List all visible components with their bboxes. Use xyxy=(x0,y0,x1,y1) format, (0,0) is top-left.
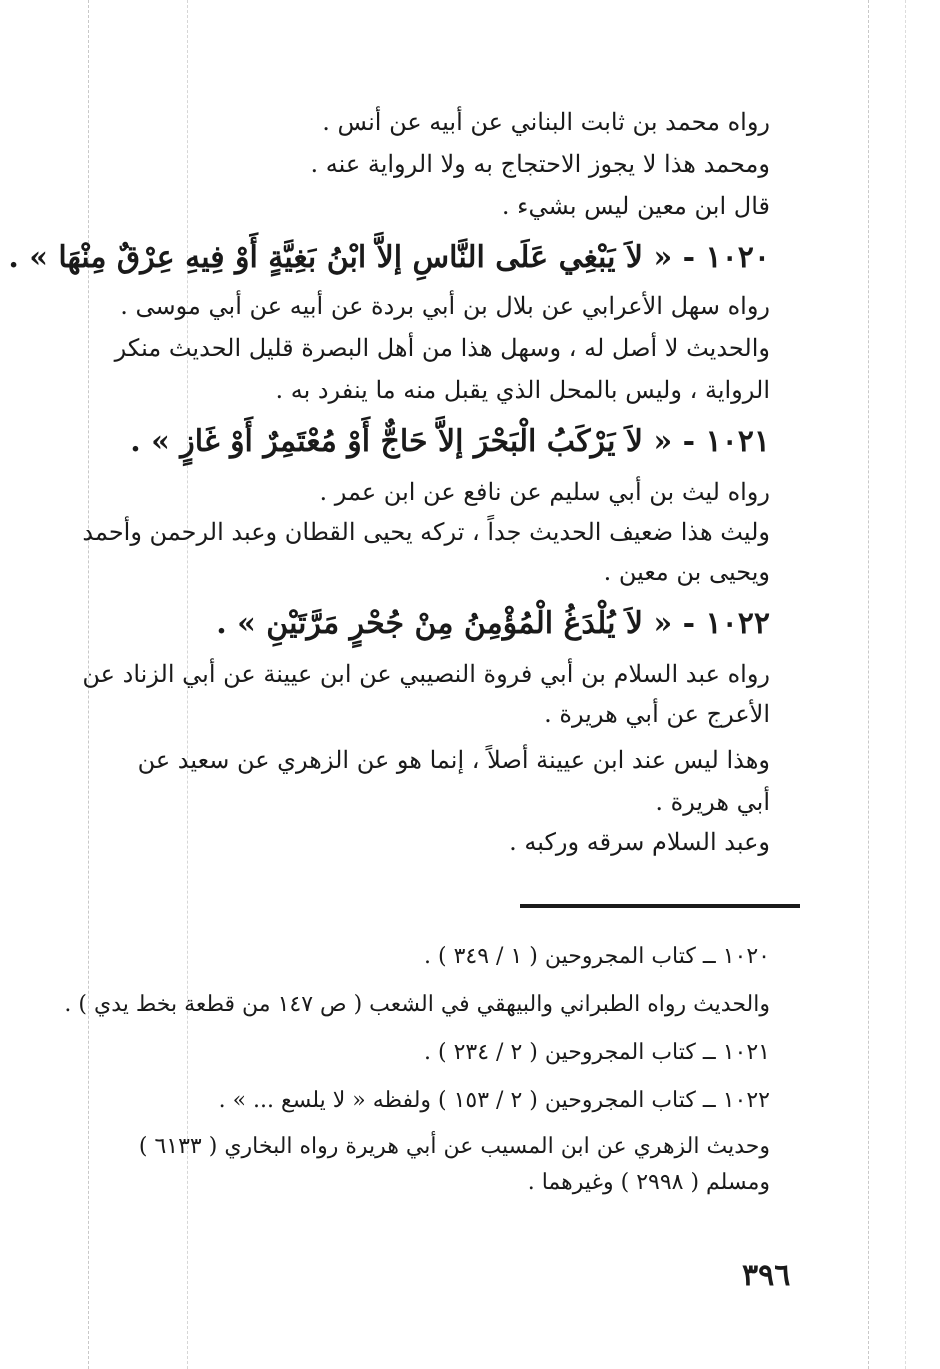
text-line: قال ابن معين ليس بشيء . xyxy=(501,192,770,220)
entry-heading-1021: ١٠٢١ - « لاَ يَرْكَبُ الْبَحْرَ إلاَّ حَاجٌّ أَوْ مُعْتَمِرٌ أَوْ غَازٍ » . xyxy=(130,424,770,459)
page-number: ٣٩٦ xyxy=(742,1258,791,1293)
text-line: رواه ليث بن أبي سليم عن نافع عن ابن عمر . xyxy=(319,478,770,506)
footnote-line: ١٠٢٠ ــ كتاب المجروحين ( ١ / ٣٤٩ ) . xyxy=(424,944,770,969)
text-line: وهذا ليس عند ابن عيينة أصلاً ، إنما هو عن الزهري عن سعيد عن xyxy=(137,746,770,774)
text-line: رواه محمد بن ثابت البناني عن أبيه عن أنس . xyxy=(322,108,770,136)
footnote-line: ١٠٢١ ــ كتاب المجروحين ( ٢ / ٢٣٤ ) . xyxy=(424,1040,770,1065)
text-line: والحديث لا أصل له ، وسهل هذا من أهل البصرة قليل الحديث منكر xyxy=(114,334,770,362)
text-line: رواه سهل الأعرابي عن بلال بن أبي بردة عن أبيه عن أبي موسى . xyxy=(120,292,770,320)
footnote-separator xyxy=(520,904,800,908)
text-line: الأعرج عن أبي هريرة . xyxy=(544,700,770,728)
footnote-line: والحديث رواه الطبراني والبيهقي في الشعب ( ص ١٤٧ من قطعة بخط يدي ) . xyxy=(64,992,770,1017)
page-crease-right xyxy=(868,0,869,1369)
footnote-line: ١٠٢٢ ــ كتاب المجروحين ( ٢ / ١٥٣ ) ولفظه « لا يلسع ... » . xyxy=(218,1088,770,1113)
footnote-line: ومسلم ( ٢٩٩٨ ) وغيرهما . xyxy=(527,1170,770,1195)
entry-heading-1020: ١٠٢٠ - « لاَ يَبْغِي عَلَى النَّاسِ إلاَّ ابْنُ بَغِيَّةٍ أَوْ فِيهِ عِرْقٌ مِنْهَا » . xyxy=(8,240,770,275)
text-line: الرواية ، وليس بالمحل الذي يقبل منه ما ينفرد به . xyxy=(275,376,770,404)
text-line: وعبد السلام سرقه وركبه . xyxy=(509,828,770,856)
text-line: أبي هريرة . xyxy=(655,788,770,816)
entry-heading-1022: ١٠٢٢ - « لاَ يُلْدَغُ الْمُؤْمِنُ مِنْ جُحْرٍ مَرَّتَيْنِ » . xyxy=(216,606,770,641)
footnote-line: وحديث الزهري عن ابن المسيب عن أبي هريرة رواه البخاري ( ٦١٣٣ ) xyxy=(138,1134,770,1159)
text-line: وليث هذا ضعيف الحديث جداً ، تركه يحيى القطان وعبد الرحمن وأحمد xyxy=(82,518,770,546)
text-line: ومحمد هذا لا يجوز الاحتجاج به ولا الرواية عنه . xyxy=(310,150,770,178)
text-line: ويحيى بن معين . xyxy=(603,558,770,586)
text-line: رواه عبد السلام بن أبي فروة النصيبي عن ابن عيينة عن أبي الزناد عن xyxy=(82,660,770,688)
page-crease-far-right xyxy=(905,0,906,1369)
